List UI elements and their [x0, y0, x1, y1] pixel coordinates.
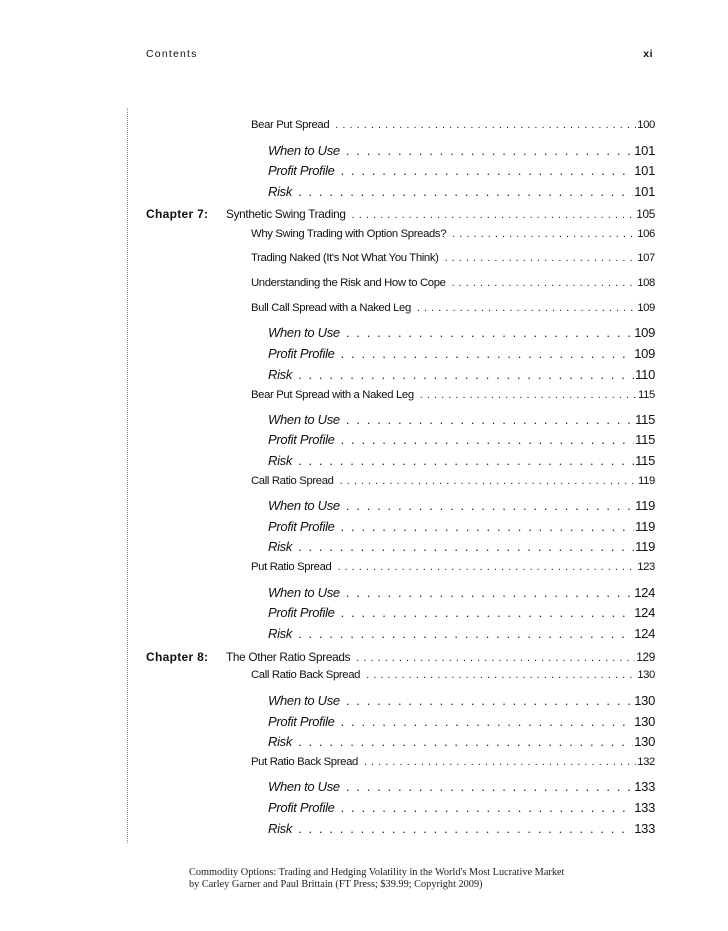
toc-entry[interactable]: [251, 561, 655, 573]
dot-leader: [346, 325, 633, 340]
dot-leader: [445, 252, 637, 264]
toc-entry-title: When to Use: [268, 498, 340, 513]
toc-entry-page: 119: [638, 475, 655, 487]
dot-leader: [346, 693, 633, 708]
toc-entry-title: Bull Call Spread with a Naked Leg: [251, 302, 411, 314]
toc-entry[interactable]: [268, 626, 655, 641]
toc-entry[interactable]: [268, 143, 655, 158]
page-number: xi: [643, 48, 653, 60]
toc-entry-page: 130: [634, 714, 655, 729]
toc-entry-title: When to Use: [268, 412, 340, 427]
toc-entry-page: 105: [636, 207, 655, 221]
toc-entry-page: 124: [634, 585, 655, 600]
toc-entry-title: Bear Put Spread: [251, 119, 330, 131]
toc-entry-title: Put Ratio Spread: [251, 561, 332, 573]
toc-entry-title: Risk: [268, 821, 293, 836]
toc-entry[interactable]: [268, 585, 655, 600]
footer-author-line: by Carley Garner and Paul Brittain (FT Press; $39.99; Copyright 2009): [189, 878, 483, 890]
toc-entry-page: 108: [637, 277, 655, 289]
dot-leader: [346, 143, 633, 158]
toc-entry-title: When to Use: [268, 693, 340, 708]
dot-leader: [364, 756, 636, 768]
dot-leader: [298, 821, 633, 836]
toc-entry[interactable]: [268, 367, 655, 382]
toc-entry-page: 115: [635, 432, 655, 447]
toc-entry-page: 130: [637, 669, 655, 681]
toc-entry-title: Call Ratio Spread: [251, 475, 334, 487]
dot-leader: [335, 119, 636, 131]
toc-entry[interactable]: [268, 605, 655, 620]
dot-leader: [452, 277, 637, 289]
toc-entry-page: 115: [638, 389, 655, 401]
toc-entry-page: 115: [635, 412, 655, 427]
toc-entry-title: The Other Ratio Spreads: [226, 650, 351, 664]
toc-entry-page: 100: [637, 119, 655, 131]
toc-entry-page: 107: [637, 252, 655, 264]
toc-entry[interactable]: [268, 734, 655, 749]
toc-entry-title: Risk: [268, 184, 293, 199]
toc-entry-page: 133: [634, 779, 655, 794]
toc-entry[interactable]: [268, 453, 655, 468]
dot-leader: [341, 519, 635, 534]
toc-entry[interactable]: [268, 821, 655, 836]
dot-leader: [420, 389, 637, 401]
chapter-number: Chapter 8:: [146, 650, 209, 664]
dot-leader: [346, 412, 634, 427]
toc-entry-title: Risk: [268, 626, 293, 641]
toc-entry[interactable]: [251, 252, 655, 264]
toc-entry-title: Bear Put Spread with a Naked Leg: [251, 389, 414, 401]
toc-entry-page: 101: [634, 143, 655, 158]
toc-entry[interactable]: [251, 119, 655, 131]
toc-entry[interactable]: [268, 412, 655, 427]
dot-leader: [298, 734, 633, 749]
toc-entry[interactable]: [251, 302, 655, 314]
toc-entry[interactable]: [268, 714, 655, 729]
toc-entry[interactable]: [268, 498, 655, 513]
toc-entry-page: 101: [634, 163, 655, 178]
toc-entry[interactable]: [268, 184, 655, 199]
dot-leader: [341, 163, 634, 178]
toc-entry-title: Trading Naked (It's Not What You Think): [251, 252, 439, 264]
toc-entry[interactable]: [251, 669, 655, 681]
toc-entry-title: Profit Profile: [268, 605, 335, 620]
toc-entry-page: 133: [634, 800, 655, 815]
book-citation-footer: [189, 867, 564, 890]
toc-entry-title: When to Use: [268, 143, 340, 158]
dot-leader: [346, 498, 634, 513]
dot-leader: [356, 652, 635, 664]
toc-entry-page: 130: [634, 693, 655, 708]
toc-entry[interactable]: [251, 277, 655, 289]
toc-entry-title: Risk: [268, 734, 293, 749]
toc-chapter-entry[interactable]: [226, 650, 655, 664]
dot-leader: [341, 346, 634, 361]
toc-entry-title: When to Use: [268, 585, 340, 600]
toc-entry-title: Profit Profile: [268, 519, 335, 534]
running-head-section: Contents: [146, 48, 198, 60]
toc-entry-title: Risk: [268, 539, 293, 554]
toc-entry-page: 109: [637, 302, 655, 314]
toc-entry-title: Understanding the Risk and How to Cope: [251, 277, 446, 289]
dot-leader: [341, 800, 634, 815]
toc-entry-page: 129: [636, 650, 655, 664]
toc-entry[interactable]: [268, 539, 655, 554]
toc-entry-page: 109: [634, 346, 655, 361]
dot-leader: [346, 585, 633, 600]
toc-entry-page: 124: [634, 605, 655, 620]
toc-entry-title: When to Use: [268, 325, 340, 340]
toc-entry-title: Profit Profile: [268, 346, 335, 361]
toc-entry[interactable]: [268, 346, 655, 361]
toc-entry-page: 101: [634, 184, 655, 199]
toc-entry-page: 132: [637, 756, 655, 768]
toc-entry-page: 109: [634, 325, 655, 340]
toc-entry[interactable]: [268, 432, 655, 447]
toc-entry[interactable]: [268, 779, 655, 794]
toc-entry-page: 106: [637, 228, 655, 240]
dot-leader: [298, 539, 634, 554]
dot-leader: [298, 184, 633, 199]
toc-entry-page: 115: [635, 453, 655, 468]
toc-entry-page: 130: [634, 734, 655, 749]
toc-entry-title: Risk: [268, 453, 293, 468]
toc-entry-page: 124: [634, 626, 655, 641]
toc-entry[interactable]: [268, 163, 655, 178]
toc-entry[interactable]: [268, 693, 655, 708]
dot-leader: [340, 475, 637, 487]
toc-entry[interactable]: [268, 519, 655, 534]
toc-entry-title: Call Ratio Back Spread: [251, 669, 361, 681]
toc-entry-title: Why Swing Trading with Option Spreads?: [251, 228, 447, 240]
toc-entry[interactable]: [251, 389, 655, 401]
toc-entry-page: 123: [637, 561, 655, 573]
dot-leader: [366, 669, 636, 681]
toc-entry[interactable]: [251, 475, 655, 487]
footer-title-line: Commodity Options: Trading and Hedging Volatility in the World's Most Lucrative Market: [189, 867, 565, 878]
toc-entry-title: Risk: [268, 367, 293, 382]
dot-leader: [337, 561, 636, 573]
toc-entry[interactable]: [268, 325, 655, 340]
chapter-number: Chapter 7:: [146, 207, 209, 221]
dot-leader: [341, 605, 634, 620]
toc-entry-page: 110: [635, 367, 655, 382]
toc-entry-title: Profit Profile: [268, 714, 335, 729]
toc-entry[interactable]: [251, 228, 655, 240]
toc-entry-page: 119: [635, 539, 655, 554]
dot-leader: [341, 714, 634, 729]
toc-entry-page: 119: [635, 519, 655, 534]
toc-entry[interactable]: [251, 756, 655, 768]
toc-entry-title: Profit Profile: [268, 163, 335, 178]
toc-entry-title: Profit Profile: [268, 800, 335, 815]
dot-leader: [352, 209, 636, 221]
dot-leader: [417, 302, 636, 314]
dot-leader: [452, 228, 636, 240]
toc-entry-title: Put Ratio Back Spread: [251, 756, 358, 768]
dot-leader: [341, 432, 635, 447]
toc-chapter-entry[interactable]: [226, 207, 655, 221]
toc-entry-title: Profit Profile: [268, 432, 335, 447]
dot-leader: [346, 779, 633, 794]
toc-entry-title: Synthetic Swing Trading: [226, 207, 346, 221]
toc-entry[interactable]: [268, 800, 655, 815]
toc-entry-title: When to Use: [268, 779, 340, 794]
toc-entry-page: 133: [634, 821, 655, 836]
toc-entry-page: 119: [635, 498, 655, 513]
dot-leader: [298, 367, 634, 382]
dot-leader: [298, 626, 633, 641]
dot-leader: [298, 453, 634, 468]
